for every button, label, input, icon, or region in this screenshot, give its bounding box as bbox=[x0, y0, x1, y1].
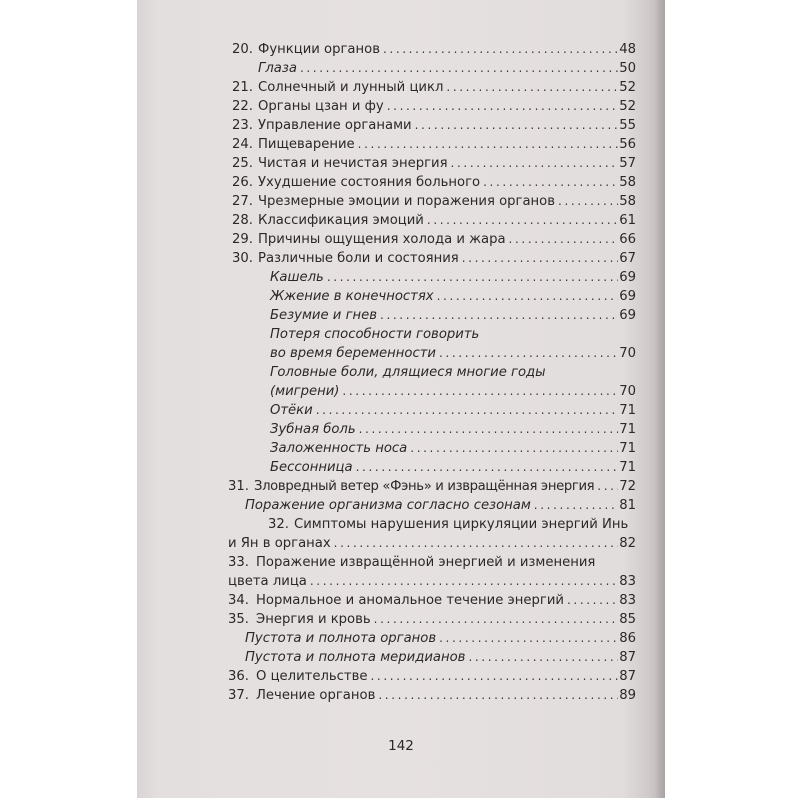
leader-dots bbox=[427, 211, 618, 230]
leader-dots bbox=[483, 173, 618, 192]
entry-title: Ухудшение состояния больного bbox=[258, 175, 481, 190]
entry-title-line1 bbox=[228, 553, 595, 572]
entry-title: (мигрени) bbox=[270, 384, 340, 399]
entry-title-line1 bbox=[268, 515, 628, 534]
leader-dots bbox=[534, 496, 618, 515]
entry-page: 85 bbox=[619, 612, 636, 627]
entry-number: 37. bbox=[228, 688, 249, 703]
entry-number: 27. bbox=[232, 194, 253, 209]
entry-title: Зловредный ветер «Фэнь» и извращённая энергия bbox=[254, 479, 595, 494]
entry-page: 71 bbox=[619, 422, 636, 437]
entry-title-line1: Потеря способности говорить bbox=[270, 327, 480, 342]
leader-dots bbox=[446, 78, 618, 97]
leader-dots bbox=[597, 477, 618, 496]
toc-entry bbox=[228, 591, 636, 610]
entry-page: 52 bbox=[619, 99, 636, 114]
toc-entry bbox=[232, 40, 636, 59]
entry-title: Лечение органов bbox=[256, 688, 376, 703]
toc-entry bbox=[228, 534, 636, 553]
entry-number: 36. bbox=[228, 669, 249, 684]
toc-entry bbox=[228, 572, 636, 591]
entry-number: 30. bbox=[232, 251, 253, 266]
entry-title-line1: Головные боли, длящиеся многие годы bbox=[270, 365, 546, 380]
entry-title: Бессонница bbox=[270, 460, 353, 475]
toc-entry bbox=[232, 249, 636, 268]
entry-number: 35. bbox=[228, 612, 249, 627]
entry-page: 56 bbox=[619, 137, 636, 152]
entry-number: 33. bbox=[228, 555, 249, 570]
leader-dots bbox=[310, 572, 618, 591]
entry-page: 58 bbox=[619, 175, 636, 190]
entry-page: 87 bbox=[619, 669, 636, 684]
entry-page: 50 bbox=[619, 61, 636, 76]
entry-title: во время беременности bbox=[270, 346, 436, 361]
leader-dots bbox=[415, 116, 619, 135]
toc-entry bbox=[232, 78, 636, 97]
leader-dots bbox=[374, 610, 619, 629]
table-of-contents bbox=[137, 0, 665, 798]
entry-page: 61 bbox=[619, 213, 636, 228]
entry-title: Жжение в конечностях bbox=[270, 289, 434, 304]
entry-page: 70 bbox=[619, 346, 636, 361]
entry-page: 83 bbox=[619, 593, 636, 608]
entry-page: 55 bbox=[619, 118, 636, 133]
entry-number: 23. bbox=[232, 118, 253, 133]
toc-entry bbox=[232, 97, 636, 116]
leader-dots bbox=[439, 344, 618, 363]
toc-entry bbox=[232, 135, 636, 154]
entry-page: 52 bbox=[619, 80, 636, 95]
entry-number: 28. bbox=[232, 213, 253, 228]
entry-number: 22. bbox=[232, 99, 253, 114]
toc-entry bbox=[232, 116, 636, 135]
leader-dots bbox=[358, 135, 619, 154]
entry-title: Функции органов bbox=[258, 42, 380, 57]
toc-subentry bbox=[245, 496, 636, 515]
entry-title: Нормальное и аномальное течение энергий bbox=[256, 593, 564, 608]
entry-title-first-line: Поражение извращённой энергией и изменения bbox=[256, 555, 596, 570]
leader-dots bbox=[437, 287, 619, 306]
leader-dots bbox=[359, 420, 619, 439]
toc-entry bbox=[232, 154, 636, 173]
toc-subentry bbox=[270, 287, 636, 306]
entry-page: 66 bbox=[619, 232, 636, 247]
entry-title: Поражение организма согласно сезонам bbox=[245, 498, 531, 513]
book-page bbox=[137, 0, 665, 798]
entry-number: 21. bbox=[232, 80, 253, 95]
toc-subentry bbox=[270, 344, 636, 363]
leader-dots bbox=[370, 667, 618, 686]
entry-number: 25. bbox=[232, 156, 253, 171]
entry-title: цвета лица bbox=[228, 574, 307, 589]
toc-subentry bbox=[270, 439, 636, 458]
entry-title: Чистая и нечистая энергия bbox=[258, 156, 448, 171]
entry-page: 83 bbox=[619, 574, 636, 589]
entry-title: Зубная боль bbox=[270, 422, 356, 437]
toc-subentry bbox=[270, 458, 636, 477]
entry-title: Безумие и гнев bbox=[270, 308, 378, 323]
entry-page: 69 bbox=[619, 289, 636, 304]
leader-dots bbox=[300, 59, 618, 78]
toc-entry bbox=[232, 230, 636, 249]
entry-number: 20. bbox=[232, 42, 253, 57]
entry-title: и Ян в органах bbox=[228, 536, 331, 551]
entry-number: 26. bbox=[232, 175, 253, 190]
entry-page: 70 bbox=[619, 384, 636, 399]
leader-dots bbox=[462, 249, 619, 268]
page-number: 142 bbox=[388, 738, 414, 754]
entry-title: Энергия и кровь bbox=[256, 612, 371, 627]
entry-title: Органы цзан и фу bbox=[258, 99, 384, 114]
entry-page: 87 bbox=[619, 650, 636, 665]
entry-title: Пустота и полнота меридианов bbox=[245, 650, 466, 665]
entry-title-first-line: Симптомы нарушения циркуляции энергий Инь bbox=[294, 517, 629, 532]
entry-page: 69 bbox=[619, 270, 636, 285]
leader-dots bbox=[468, 648, 618, 667]
toc-subentry bbox=[270, 268, 636, 287]
entry-page: 89 bbox=[619, 688, 636, 703]
entry-page: 48 bbox=[619, 42, 636, 57]
entry-number: 29. bbox=[232, 232, 253, 247]
entry-title: Солнечный и лунный цикл bbox=[258, 80, 444, 95]
entry-title: Кашель bbox=[270, 270, 324, 285]
toc-subentry bbox=[245, 648, 636, 667]
entry-title: Отёки bbox=[270, 403, 313, 418]
leader-dots bbox=[327, 268, 618, 287]
entry-page: 71 bbox=[619, 403, 636, 418]
toc-subentry bbox=[270, 306, 636, 325]
entry-page: 69 bbox=[619, 308, 636, 323]
entry-page: 86 bbox=[619, 631, 636, 646]
entry-title: Классификация эмоций bbox=[258, 213, 424, 228]
leader-dots bbox=[451, 154, 619, 173]
entry-title: Пищеварение bbox=[258, 137, 355, 152]
entry-title: Заложенность носа bbox=[270, 441, 408, 456]
entry-title: Глаза bbox=[258, 61, 297, 76]
leader-dots bbox=[439, 629, 618, 648]
entry-page: 67 bbox=[619, 251, 636, 266]
entry-page: 57 bbox=[619, 156, 636, 171]
toc-subentry bbox=[270, 401, 636, 420]
entry-page: 72 bbox=[619, 479, 636, 494]
leader-dots bbox=[316, 401, 619, 420]
leader-dots bbox=[558, 192, 618, 211]
entry-number: 24. bbox=[232, 137, 253, 152]
entry-title: Причины ощущения холода и жара bbox=[258, 232, 506, 247]
entry-title: О целительстве bbox=[256, 669, 368, 684]
toc-subentry bbox=[270, 420, 636, 439]
toc-subentry bbox=[258, 59, 636, 78]
toc-entry bbox=[228, 686, 636, 705]
leader-dots bbox=[356, 458, 619, 477]
leader-dots bbox=[378, 686, 618, 705]
toc-subentry bbox=[270, 382, 636, 401]
entry-number: 34. bbox=[228, 593, 249, 608]
leader-dots bbox=[410, 439, 618, 458]
leader-dots bbox=[334, 534, 619, 553]
entry-page: 82 bbox=[619, 536, 636, 551]
entry-number: 32. bbox=[268, 517, 289, 532]
leader-dots bbox=[387, 97, 619, 116]
toc-entry bbox=[228, 667, 636, 686]
entry-title: Различные боли и состояния bbox=[258, 251, 459, 266]
leader-dots bbox=[383, 40, 618, 59]
entry-page: 58 bbox=[619, 194, 636, 209]
toc-subentry bbox=[245, 629, 636, 648]
entry-page: 81 bbox=[619, 498, 636, 513]
leader-dots bbox=[567, 591, 618, 610]
toc-entry bbox=[232, 173, 636, 192]
entry-title: Пустота и полнота органов bbox=[245, 631, 437, 646]
toc-entry bbox=[232, 192, 636, 211]
leader-dots bbox=[380, 306, 618, 325]
toc-entry bbox=[232, 211, 636, 230]
entry-page: 71 bbox=[619, 460, 636, 475]
toc-entry bbox=[228, 477, 636, 496]
entry-page: 71 bbox=[619, 441, 636, 456]
leader-dots bbox=[342, 382, 618, 401]
entry-title: Чрезмерные эмоции и поражения органов bbox=[258, 194, 556, 209]
toc-entry bbox=[228, 610, 636, 629]
leader-dots bbox=[509, 230, 619, 249]
entry-number: 31. bbox=[228, 479, 249, 494]
entry-title: Управление органами bbox=[258, 118, 412, 133]
